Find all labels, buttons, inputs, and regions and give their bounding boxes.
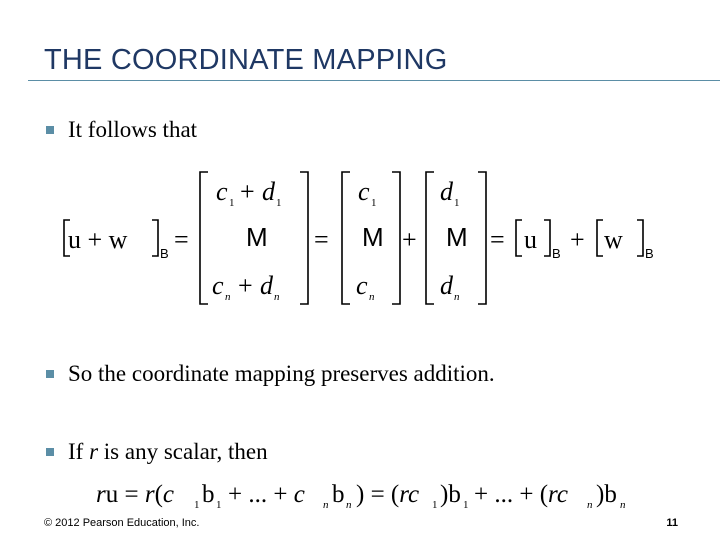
svg-text:+: + [240,177,255,206]
svg-text:ru = r(c: ru = r(c [96,481,175,508]
svg-text:1: 1 [276,197,282,209]
svg-text:M: M [362,222,384,252]
svg-text:1: 1 [229,197,235,209]
svg-text:B: B [552,246,561,261]
svg-text:w: w [604,225,623,254]
svg-text:1: 1 [454,197,460,209]
svg-text:) = (rc: ) = (rc [356,481,420,508]
svg-text:)b: )b [596,481,617,508]
svg-text:1: 1 [194,499,200,511]
svg-text:n: n [620,499,626,511]
addition-equation [40,168,680,310]
svg-text:1: 1 [463,499,469,511]
bullet-square-icon [46,448,54,456]
svg-text:b: b [202,481,215,508]
svg-text:d: d [262,177,275,206]
bullet-text: If r is any scalar, then [68,439,268,464]
svg-text:n: n [454,291,460,303]
bullet-item [46,438,268,466]
svg-text:n: n [225,291,231,303]
svg-text:c: c [212,271,224,300]
bullet-square-icon [46,126,54,134]
svg-text:d: d [440,271,453,300]
svg-text:1: 1 [371,197,377,209]
bullet-text: It follows that [68,117,198,142]
svg-text:)b: )b [440,481,461,508]
svg-text:d: d [440,177,453,206]
copyright-footer: © 2012 Pearson Education, Inc. [44,517,200,529]
svg-text:M: M [446,222,468,252]
svg-text:c: c [356,271,368,300]
slide-title: THE COORDINATE MAPPING [44,44,448,76]
svg-text:u: u [524,225,537,254]
svg-text:+ ... + c: + ... + c [228,481,305,508]
svg-text:+: + [570,225,585,254]
svg-text:+: + [402,225,417,254]
svg-text:M: M [246,222,268,252]
svg-text:+: + [238,271,253,300]
svg-text:B: B [160,246,169,261]
svg-text:n: n [323,499,329,511]
svg-text:B: B [645,246,654,261]
bullet-item [46,360,495,388]
svg-text:n: n [587,499,593,511]
bullet-item [46,116,197,144]
bullet-square-icon [46,370,54,378]
svg-text:1: 1 [432,499,438,511]
svg-text:=: = [314,225,329,254]
svg-text:+ ... + (rc: + ... + (rc [474,481,568,508]
title-divider [28,80,720,81]
svg-text:d: d [260,271,273,300]
svg-text:=: = [174,225,189,254]
svg-text:1: 1 [216,499,222,511]
svg-text:n: n [369,291,375,303]
svg-text:b: b [332,481,345,508]
page-number: 11 [666,517,678,529]
svg-text:n: n [346,499,352,511]
svg-text:=: = [490,225,505,254]
scalar-equation [90,472,670,520]
svg-text:u + w: u + w [68,225,128,254]
svg-text:c: c [216,177,228,206]
svg-text:c: c [358,177,370,206]
bullet-text: So the coordinate mapping preserves addition. [68,361,495,386]
svg-text:n: n [274,291,280,303]
